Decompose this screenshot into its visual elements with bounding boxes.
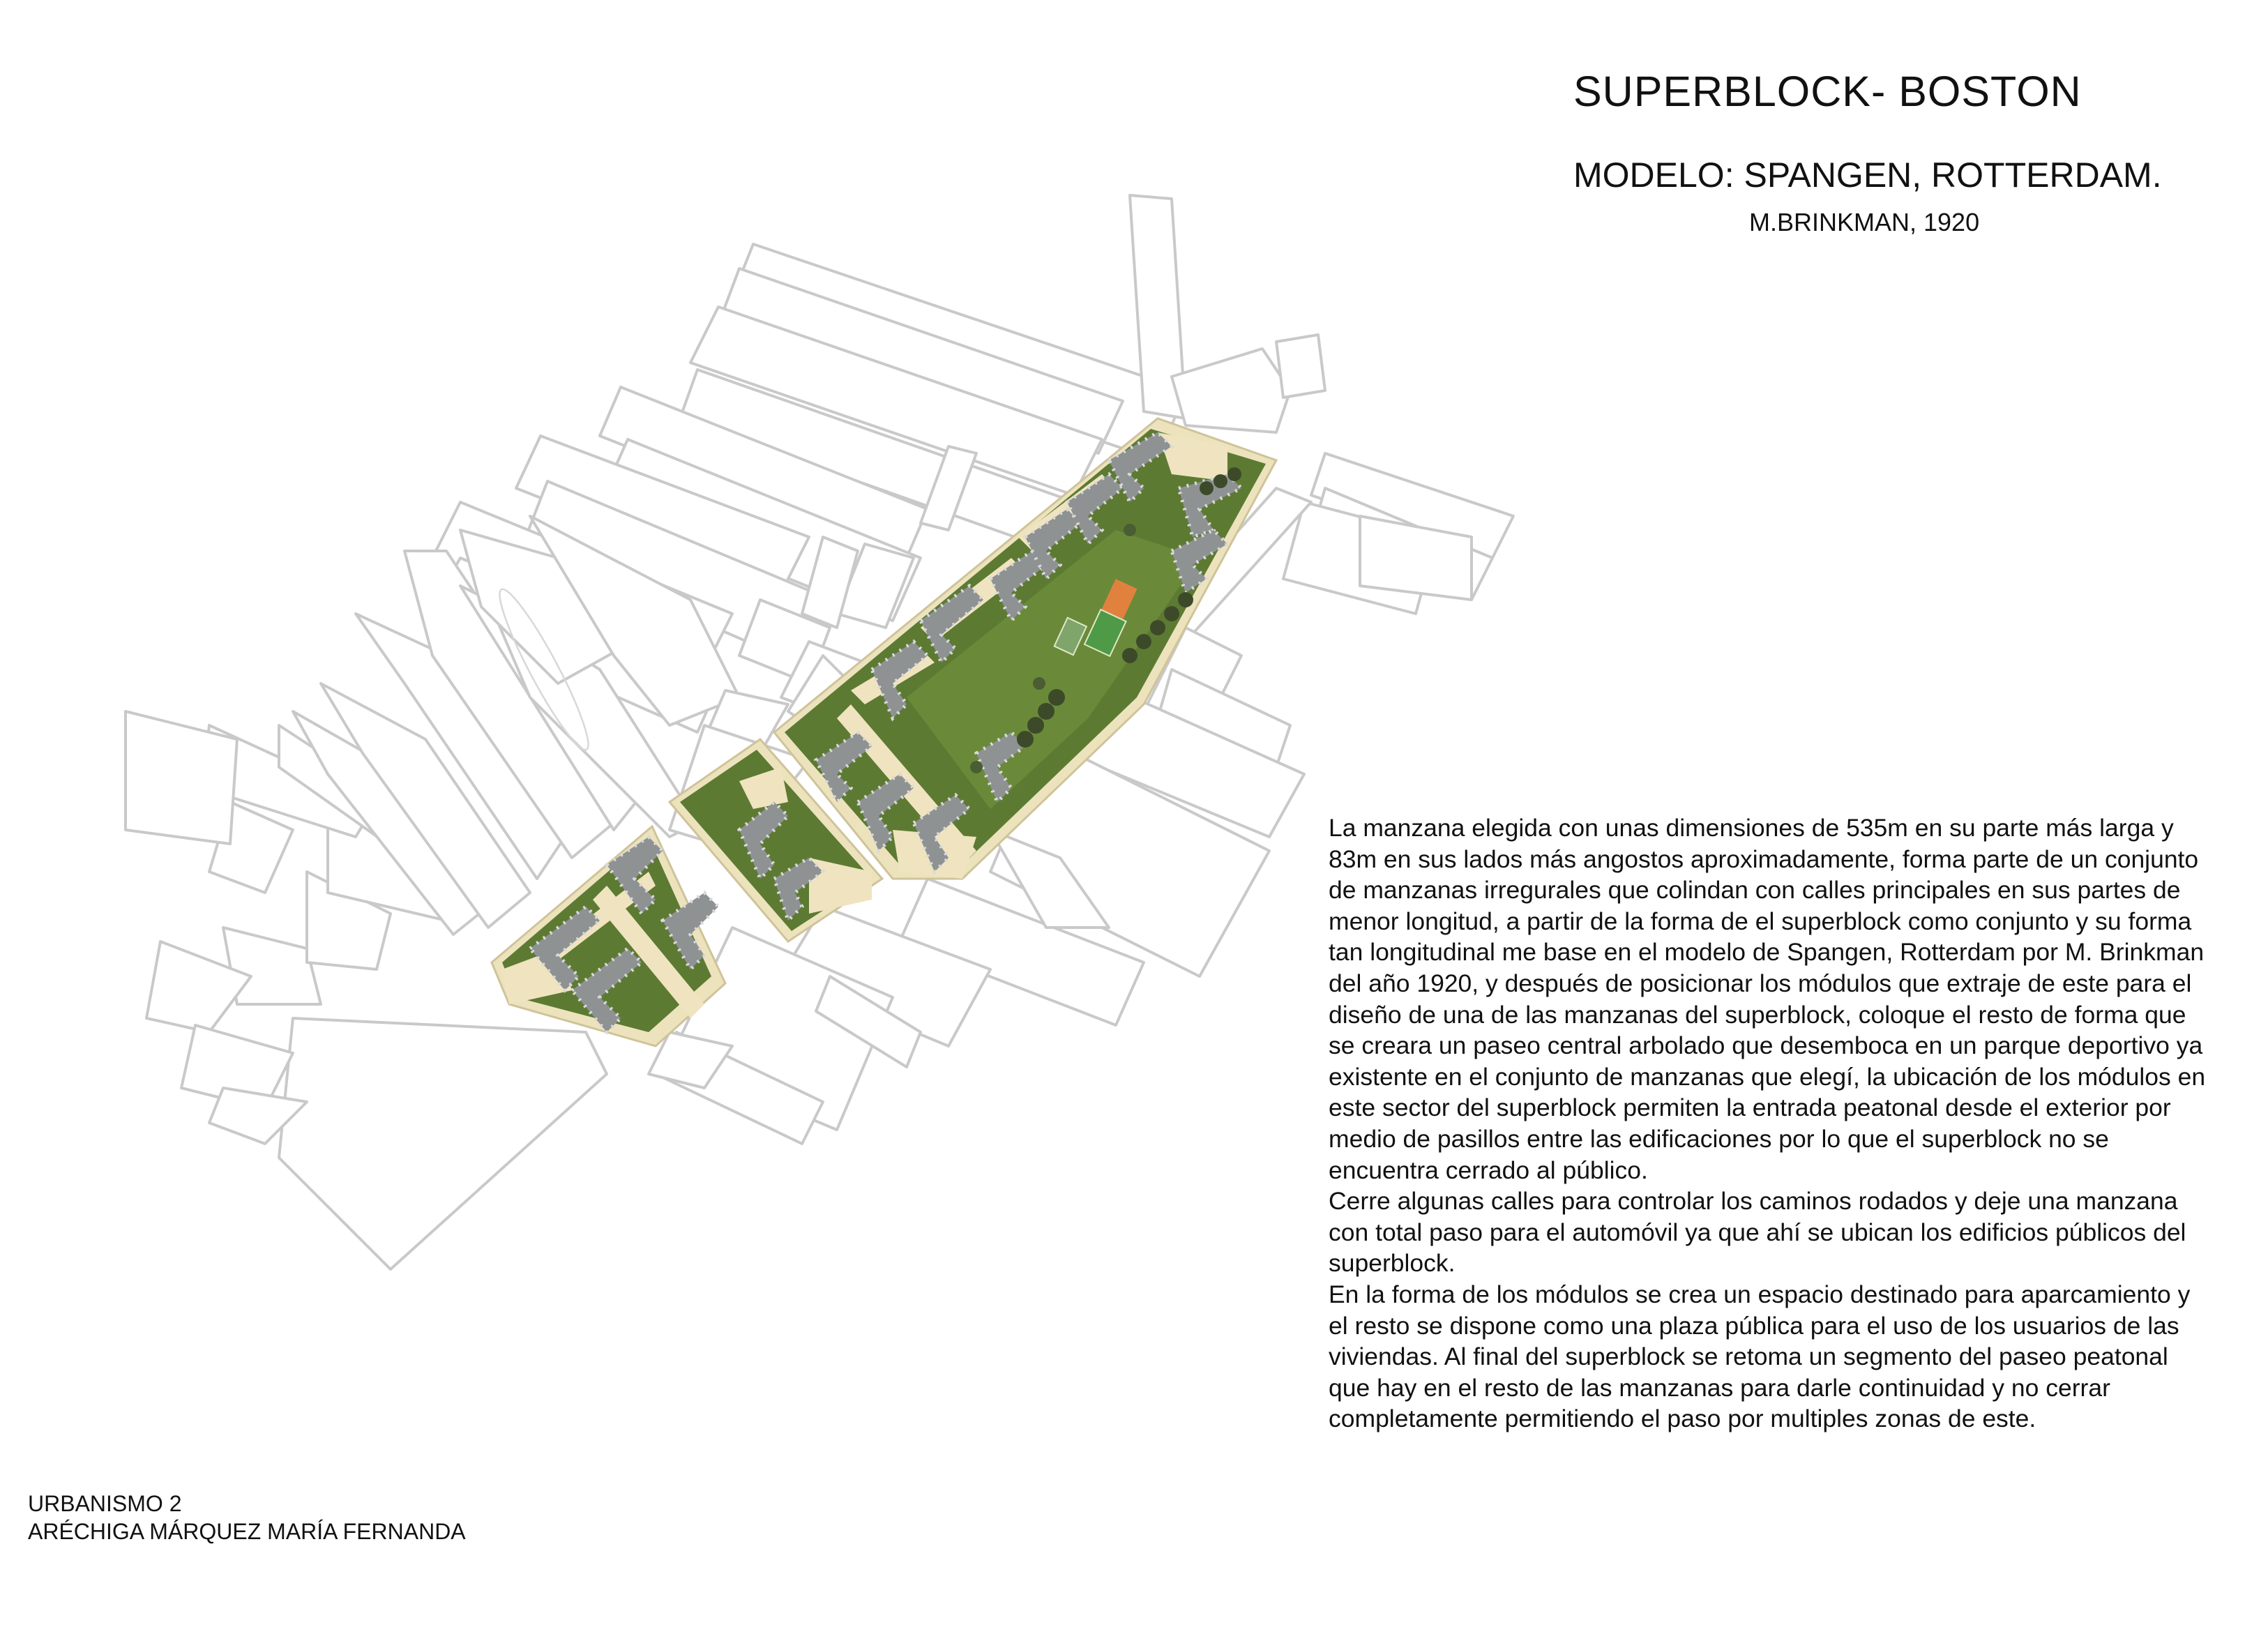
tree: [1150, 620, 1165, 635]
tree: [1033, 677, 1045, 690]
model-author: M.BRINKMAN, 1920: [1749, 208, 1980, 236]
description-paragraph: La manzana elegida con unas dimensiones de 535m en su parte más larga y 83m en sus lados más angostos aproximadamente, forma parte de un conjunto de manzanas irregurales que colindan con calles principales en sus partes de menor longitud, a partir de la forma de el superblock como conjunto y su forma tan longitudinal me base en el modelo de Spangen, Rotterdam por M. Brinkman del año 1920, y después de posicionar los módulos que extraje de este para el diseño de una de las manzanas del superblock, coloque el resto de forma que se creara un paseo central arbolado que desemboca en un parque deportivo ya existente en el conjunto de manzanas que elegí, la ubicación de los módulos en este sector del superblock permiten la entrada peatonal desde el exterior por medio de pasillos entre las edificaciones por lo que el superblock no se encuentra cerrado al público.: [1329, 814, 2206, 1184]
tree: [1136, 634, 1151, 649]
tree: [1027, 717, 1044, 734]
page-subtitle: MODELO: SPANGEN, ROTTERDAM.: [1573, 156, 2162, 195]
student-name: ARÉCHIGA MÁRQUEZ MARÍA FERNANDA: [28, 1519, 466, 1544]
tree: [1017, 731, 1034, 748]
city-block: [1276, 335, 1325, 398]
tree: [1038, 703, 1054, 720]
description-paragraph: Cerre algunas calles para controlar los caminos rodados y deje una manzana con total paso para el automóvil ya que ahí se ubican los edificios públicos del superblock.: [1329, 1187, 2186, 1278]
tree: [1200, 481, 1214, 495]
page-title: SUPERBLOCK- BOSTON: [1573, 68, 2082, 115]
tree: [970, 761, 983, 773]
city-block: [279, 1018, 607, 1269]
tree: [1178, 592, 1193, 607]
tree: [1048, 689, 1065, 706]
description-paragraph: En la forma de los módulos se crea un espacio destinado para aparcamiento y el resto se dispone como una plaza pública para el uso de los usuarios de las viviendas. Al final del superblock se retoma un segmento del paseo peatonal que hay en el resto de las manzanas para darle continuidad y no cerrar completamente permitiendo el paso por multiples zonas de este.: [1329, 1280, 2191, 1433]
course-label: URBANISMO 2: [28, 1491, 182, 1516]
tree: [1214, 474, 1227, 488]
description-text: [1329, 812, 2209, 1435]
tree: [1124, 524, 1136, 536]
tree: [1122, 648, 1137, 663]
tree: [1227, 467, 1241, 481]
city-block: [1172, 349, 1290, 432]
footer: [28, 1490, 466, 1545]
tree: [1164, 606, 1179, 621]
